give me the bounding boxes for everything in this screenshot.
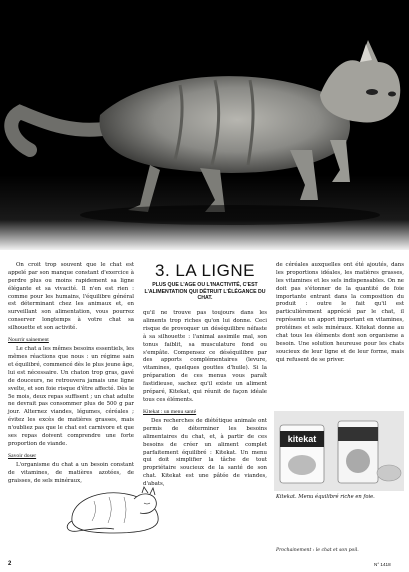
sketch-drawing (64, 481, 166, 537)
paragraph: Le chat a les mêmes besoins essentiels, les mêmes réactions que nous : un régime sain et équilibré, commencé dès le plus jeune âge, lui est nécessaire. Un chaton trop gras, gavé de douceurs, ne retrouvera jamais une ligne svelte, et son foie risque d'être affecté. Dès le 5e mois, deux repas suffisent ; un chat adulte ne devrait pas consommer plus de 500 g par jour. Alternez viandes, légumes, céréales ; évitez les excès de matières grasses, mais n'oubliez pas que le chat est carnivore et que ses repas doivent comprendre une forte proportion de viande. (8, 346, 134, 447)
article-column-3 (276, 262, 404, 368)
intro-paragraph: On croit trop souvent que le chat est appelé par son manque constant d'exercice à perdre plus ou moins rapidement sa ligne élégante et sa vivacité. Il n'en est rien : comme pour les humains, l'équilibre général est déterminant chez les animaux et, en surveillant son alimentation, vous pourrez conserver longtemps à votre chat sa silhouette et son activité. (8, 262, 134, 332)
subheading-nourrir: Nourrir sainement (8, 337, 49, 344)
subheading-kitekat: Kitekat : un menu santé (143, 408, 197, 415)
image-caption: Kitekat. Menu équilibré riche en foie. (276, 494, 375, 500)
sleeping-cat-sketch (64, 481, 166, 537)
paragraph: de céréales auxquelles ont été ajoutés, dans les proportions idéales, les matières grasses, les vitamines et les sels indispensables. On ne doit pas s'étonner de la quantité de foie importante entrant dans la composition du produit : outre le fait qu'il est particulièrement apprécié par le chat, il représente un apport important en vitamines, protéines et sels minéraux. Kitekat donne au chat tous les éléments dont son organisme a besoin. Une solution heureuse pour les chats soucieux de leur ligne et de leur forme, mais qui refusent de se priver. (276, 262, 404, 363)
paragraph: Des recherches de diététique animale ont permis de déterminer les besoins alimentaires du chat, et, à partir de ces besoins de créer un aliment complet parfaitement équilibré : Kitekat. Un menu qui doit simplifier la tâche de tout propriétaire soucieux de la santé de son chat. Kitekat est une pâtée de viandes, d'abats, (143, 417, 267, 488)
article-column-1 (8, 262, 134, 489)
page-number: 2 (8, 561, 12, 567)
issue-number: N° 1418 (374, 562, 391, 567)
cat-photo-illustration (0, 0, 409, 250)
product-illustration (274, 411, 404, 491)
article-deck: PLUS QUE L'AGE OU L'INACTIVITÉ, C'EST L'ALIMENTATION QUI DÉTRUIT L'ÉLÉGANCE DU CHAT. (144, 281, 266, 302)
article-headline: 3. LA LIGNE (155, 261, 255, 280)
paragraph: qu'il ne trouve pas toujours dans les aliments trop riches qu'on lui donne. Ceci risque de provoquer un déséquilibre néfaste à sa silhouette : l'animal assimile mal, son tonus faiblit, sa musculature fond ou s'empâte. Compensez ce déséquilibre par des apports complémentaires (levure, vitamines, quelques gouttes d'huile). Si la préparation de ces menus vous paraît fastidieuse, sachez qu'il existe un aliment préparé, Kitekat, qui réunit de façon idéale tous ces éléments. (143, 310, 267, 403)
next-issue-note: Prochainement : le chat et son poil. (276, 548, 359, 553)
subheading-doser: Savoir doser (8, 452, 37, 459)
article-column-2 (143, 262, 267, 492)
kitekat-can-photo (274, 411, 404, 491)
product-label: kitekat (287, 434, 317, 444)
paragraph: L'organisme du chat a un besoin constant de vitamines, de matières azotées, de graisses, de sels minéraux, (8, 461, 134, 484)
cat-photo (0, 0, 409, 250)
